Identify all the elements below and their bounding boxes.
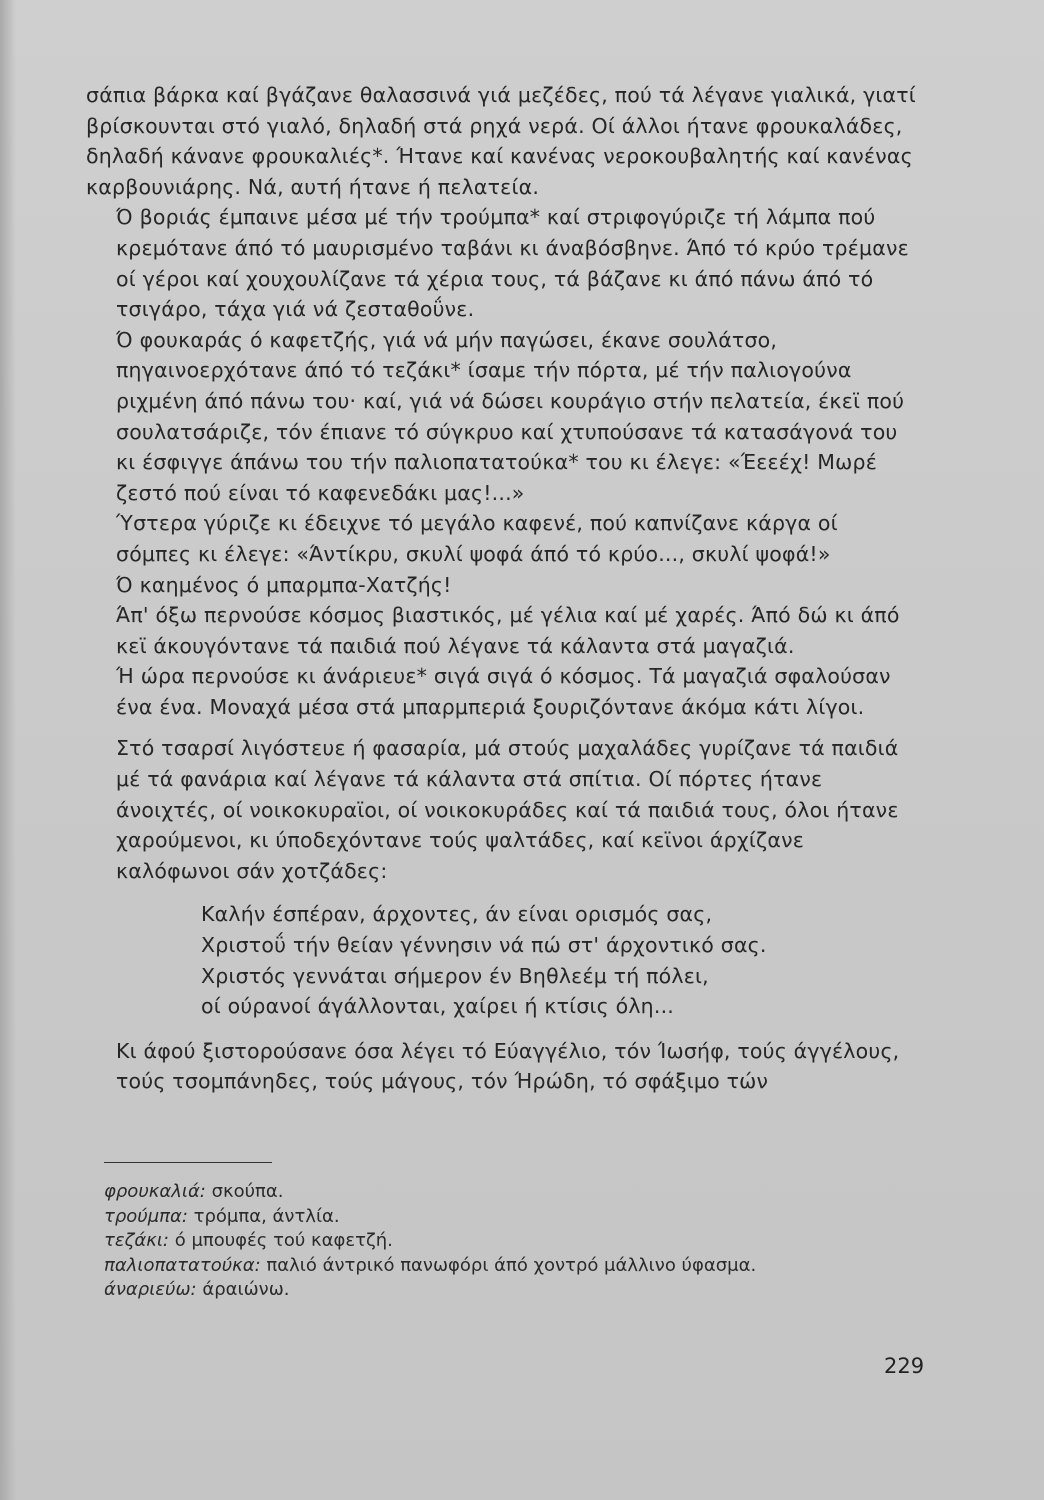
paragraph-4: Ύστερα γύριζε κι έδειχνε τό μεγάλο καφενέ, πού καπνίζανε κάργα οί σόμπες κι έλεγε: «Άντίκρυ, σκυλί ψοφά άπό τό κρύο..., σκυλί ψοφά!»: [116, 511, 838, 566]
footnote: [104, 1229, 924, 1254]
footnote-definition: παλιό άντρικό πανωφόρι άπό χοντρό μάλλινο ύφασμα.: [266, 1254, 757, 1276]
footnote-term: τρούμπα:: [104, 1205, 188, 1227]
paragraph-7: Ή ώρα περνούσε κι άνάριευε* σιγά σιγά ό κόσμος. Τά μαγαζιά σφαλούσαν ένα ένα. Μοναχά μέσα στά μπαρμπεριά ξουριζόντανε άκόμα κάτι λίγοι.: [116, 664, 891, 719]
paragraph-5: Ό καημένος ό μπαρμπα-Χατζής!: [116, 572, 452, 597]
footnote: [104, 1278, 924, 1303]
paragraph-8: Στό τσαρσί λιγόστευε ή φασαρία, μά στούς μαχαλάδες γυρίζανε τά παιδιά μέ τά φανάρια καί λέγανε τά κάλαντα στά σπίτια. Οί πόρτες ήτανε άνοιχτές, οί νοικοκυραϊοι, οί νοικοκυράδες καί τά παιδιά τους, όλοι ήτανε χαρούμενοι, κι ύποδεχόντανε τούς ψαλτάδες, καί κεϊνοι άρχίζανε καλόφωνοι σάν χοτζάδες:: [116, 736, 899, 883]
footnote: [104, 1254, 924, 1279]
footnote-term: άναριεύω:: [104, 1279, 197, 1300]
paragraph-1: σάπια βάρκα καί βγάζανε θαλασσινά γιά μεζέδες, πού τά λέγανε γιαλικά, γιατί βρίσκουνται στό γιαλό, δηλαδή στά ρηχά νερά. Οί άλλοι ήτανε φρουκαλάδες, δηλαδή κάνανε φρουκαλιές*. Ήτανε καί κανένας νεροκουβαλητής καί κανένας καρβουνιάρης. Νά, αυτή ήτανε ή πελατεία.: [86, 83, 916, 199]
footnote-definition: άραιώνω.: [202, 1279, 290, 1300]
footnote: [104, 1180, 924, 1205]
verse-line: Χριστός γεννάται σήμερον έν Βηθλεέμ τή πόλει,: [201, 963, 709, 988]
closing-paragraph: Κι άφού ξιστορούσανε όσα λέγει τό Εύαγγέλιο, τόν Ίωσήφ, τούς άγγέλους, τούς τσομπάνηδες, τούς μάγους, τόν Ήρώδη, τό σφάξιμο τών: [116, 1038, 900, 1094]
verse-line: Καλήν έσπέραν, άρχοντες, άν είναι ορισμός σας,: [201, 902, 713, 927]
footnote: [104, 1205, 924, 1230]
footnotes: [104, 1180, 924, 1303]
footnote-definition: ό μπουφές τού καφετζή.: [174, 1230, 393, 1251]
paragraph-2: Ό βοριάς έμπαινε μέσα μέ τήν τρούμπα* καί στριφογύριζε τή λάμπα πού κρεμότανε άπό τό μαυρισμένο ταβάνι κι άναβόσβηνε. Άπό τό κρύο τρέμανε οί γέροι καί χουχουλίζανε τά χέρια τους, τά βάζανε κι άπό πάνω άπό τό τσιγάρο, τάχα γιά νά ζεσταθοΰνε.: [116, 205, 909, 322]
verse-line: Χριστοΰ τήν θείαν γέννησιν νά πώ στ' άρχοντικό σας.: [201, 933, 767, 958]
carol-verse: [201, 899, 916, 1021]
main-text: [86, 80, 916, 1097]
verse-line: οί ούρανοί άγάλλονται, χαίρει ή κτίσις όλη...: [201, 994, 675, 1019]
paragraph-3: Ό φουκαράς ό καφετζής, γιά νά μήν παγώσει, έκανε σουλάτσο, πηγαινοερχότανε άπό τό τεζάκι* ίσαμε τήν πόρτα, μέ τήν παλιογούνα ριχμένη άπό πάνω του· καί, γιά νά δώσει κουράγιο στήν πελατεία, έκεϊ πού σουλατσάριζε, τόν έπιανε τό σύγκρυο καί χτυπούσανε τά κατασάγονά του κι έσφιγγε άπάνω του τήν παλιοπατατούκα* του κι έλεγε: «Έεεέχ! Μωρέ ζεστό πού είναι τό καφενεδάκι μας!...»: [116, 327, 905, 505]
footnote-definition: τρόμπα, άντλία.: [193, 1205, 340, 1227]
paragraph-6: Άπ' όξω περνούσε κόσμος βιαστικός, μέ γέλια καί μέ χαρές. Άπό δώ κι άπό κεϊ άκουγόντανε τά παιδιά πού λέγανε τά κάλαντα στά μαγαζιά.: [116, 603, 900, 658]
footnote-term: φρουκαλιά:: [104, 1181, 206, 1202]
page-number: 229: [884, 1354, 925, 1378]
footnote-divider: [104, 1162, 272, 1163]
footnote-definition: σκούπα.: [211, 1181, 284, 1202]
footnote-term: τεζάκι:: [104, 1230, 169, 1251]
footnote-term: παλιοπατατούκα:: [104, 1254, 261, 1276]
